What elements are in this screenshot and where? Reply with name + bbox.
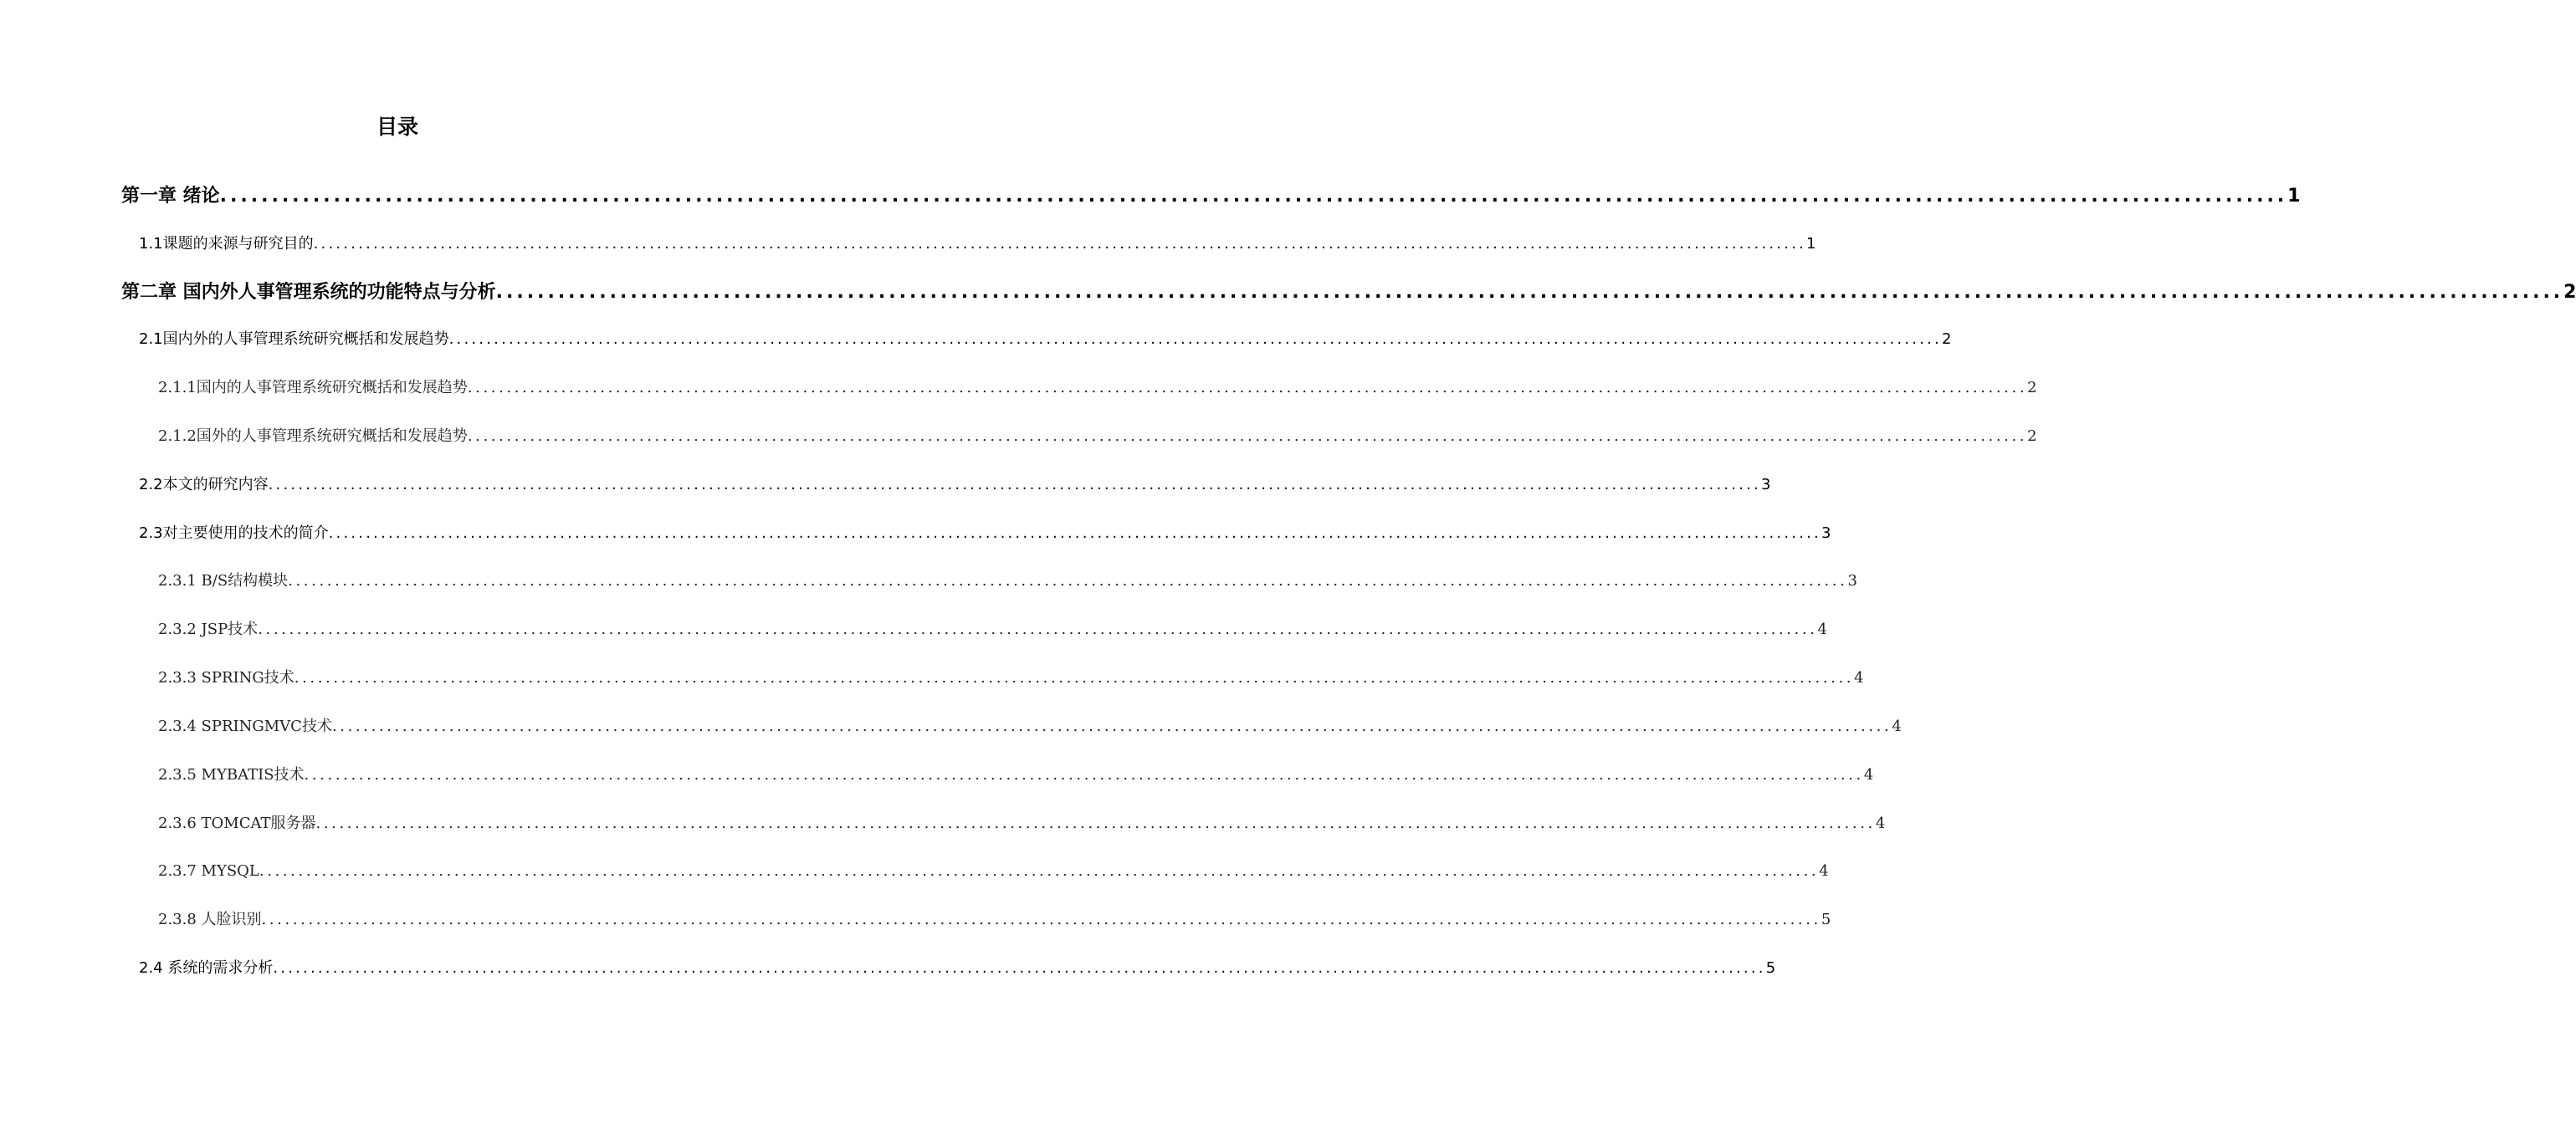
toc-entry-page-number: 5	[1821, 911, 1831, 928]
toc-entry-page-number: 4	[1892, 718, 1902, 735]
toc-entry[interactable]	[158, 570, 1857, 593]
toc-entry-page-number: 3	[1847, 572, 1857, 590]
toc-entry-page-number: 3	[1821, 524, 1831, 542]
toc-entry[interactable]	[121, 182, 2301, 211]
toc-entry-page-number: 2	[2027, 379, 2037, 396]
toc-entry-label: 2.1国内外的人事管理系统研究概括和发展趋势	[139, 330, 449, 348]
toc-entry-label: 2.3.4 SPRINGMVC技术	[158, 718, 332, 735]
toc-leader-dots: ........................................................................................................................................................................................................	[495, 282, 2564, 303]
toc-entry[interactable]	[158, 812, 1886, 835]
toc-entry-label: 2.3.3 SPRING技术	[158, 669, 294, 687]
toc-leader-dots: ........................................................................................................................................................................................................	[259, 862, 1820, 880]
toc-leader-dots: ........................................................................................................................................................................................................	[304, 766, 1864, 784]
toc-entry-page-number: 2	[2027, 427, 2037, 445]
toc-leader-dots: ........................................................................................................................................................................................................	[261, 911, 1821, 928]
toc-entry[interactable]	[139, 328, 1952, 351]
toc-entry[interactable]	[158, 908, 1831, 932]
toc-leader-dots: ........................................................................................................................................................................................................	[313, 235, 1806, 253]
toc-entry[interactable]	[158, 425, 2037, 448]
toc-entry[interactable]	[121, 278, 2576, 307]
toc-entry-label: 2.3.2 JSP技术	[158, 621, 259, 638]
toc-entry[interactable]	[158, 618, 1827, 641]
toc-entry-label: 第二章 国内外人事管理系统的功能特点与分析	[121, 282, 496, 303]
toc-entry-label: 2.3对主要使用的技术的简介	[139, 524, 329, 542]
toc-entry-label: 2.3.7 MYSQL	[158, 862, 259, 880]
toc-leader-dots: ........................................................................................................................................................................................................	[328, 524, 1821, 542]
toc-entry-page-number: 4	[1819, 862, 1829, 880]
toc-leader-dots: ........................................................................................................................................................................................................	[315, 815, 1876, 832]
toc-entry-label: 2.4 系统的需求分析	[139, 959, 274, 977]
toc-entry-page-number: 1	[1805, 235, 1816, 253]
toc-entry[interactable]	[158, 667, 1864, 690]
toc-entry-label: 2.3.1 B/S结构模块	[158, 572, 289, 590]
toc-leader-dots: ........................................................................................................................................................................................................	[273, 959, 1766, 977]
toc-entry[interactable]	[139, 473, 1771, 497]
toc-entry[interactable]	[139, 957, 1776, 980]
toc-entry-label: 2.3.5 MYBATIS技术	[158, 766, 305, 784]
toc-entry[interactable]	[139, 232, 1816, 256]
toc-entry-page-number: 4	[1817, 621, 1827, 638]
toc-entry-page-number: 4	[1875, 815, 1886, 832]
toc-leader-dots: ........................................................................................................................................................................................................	[467, 379, 2028, 396]
toc-leader-dots: ........................................................................................................................................................................................................	[448, 330, 1942, 348]
toc-entry-label: 第一章 绪论	[121, 186, 220, 207]
toc-entry-label: 2.2本文的研究内容	[139, 476, 269, 493]
toc-entry-label: 2.1.1国内的人事管理系统研究概括和发展趋势	[158, 379, 468, 396]
toc-entry-page-number: 4	[1863, 766, 1874, 784]
toc-entry-page-number: 5	[1765, 959, 1776, 977]
toc-leader-dots: ........................................................................................................................................................................................................	[288, 572, 1848, 590]
toc-leader-dots: ........................................................................................................................................................................................................	[331, 718, 1892, 735]
toc-entry-label: 1.1课题的来源与研究目的	[139, 235, 314, 253]
toc-entry[interactable]	[158, 715, 1902, 738]
toc-leader-dots: ........................................................................................................................................................................................................	[294, 669, 1855, 687]
toc-leader-dots: ........................................................................................................................................................................................................	[258, 621, 1818, 638]
toc-entry-page-number: 4	[1854, 669, 1864, 687]
toc-entry-label: 2.3.8 人脸识别	[158, 911, 262, 928]
toc-entry-page-number: 2	[2563, 282, 2576, 303]
toc-entry[interactable]	[158, 764, 1874, 787]
toc-entry-label: 2.1.2国外的人事管理系统研究概括和发展趋势	[158, 427, 468, 445]
toc-entry[interactable]	[158, 376, 2037, 400]
toc-title: 目录	[376, 115, 418, 139]
toc-entry-label: 2.3.6 TOMCAT服务器	[158, 815, 316, 832]
toc-entry-page-number: 2	[1941, 330, 1952, 348]
toc-leader-dots: ........................................................................................................................................................................................................	[219, 186, 2288, 207]
toc-entry-page-number: 1	[2287, 186, 2301, 207]
toc-leader-dots: ........................................................................................................................................................................................................	[268, 476, 1761, 493]
toc-entry[interactable]	[158, 860, 1829, 883]
toc-entry-page-number: 3	[1760, 476, 1771, 493]
toc-leader-dots: ........................................................................................................................................................................................................	[467, 427, 2028, 445]
toc-entry[interactable]	[139, 522, 1831, 545]
